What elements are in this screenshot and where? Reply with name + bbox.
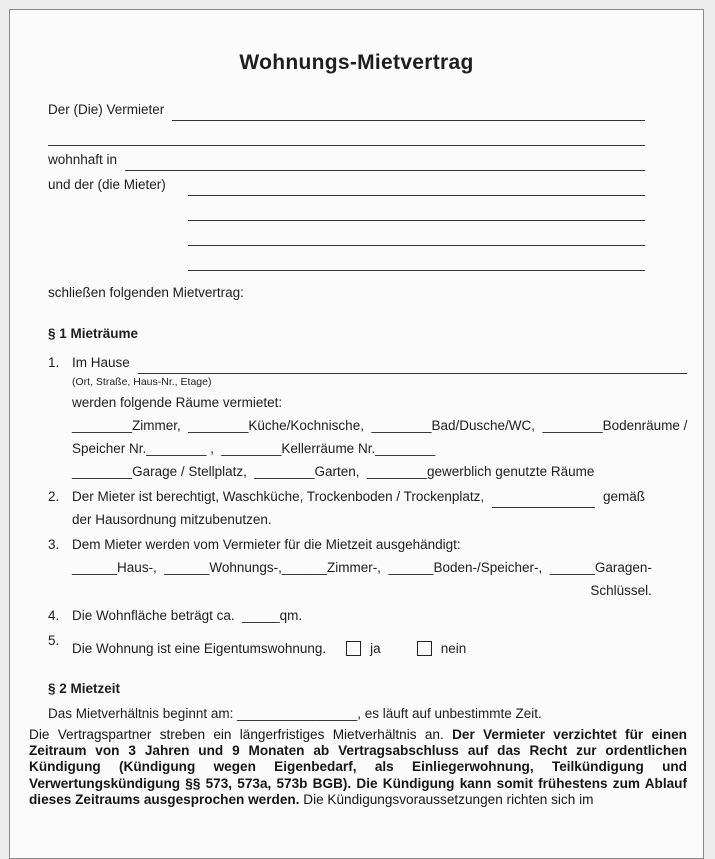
shared-facilities-tail: gemäß: [602, 489, 645, 504]
section-2-heading: § 2 Mietzeit: [48, 681, 121, 696]
tenant-name-line-2[interactable]: [188, 201, 645, 221]
checkbox-nein-label: nein: [440, 640, 467, 656]
tenant-name-line-4[interactable]: [188, 251, 645, 271]
paragraph-bold: Der Vermieter verzichtet für einen Zeitraum von 3 Jahren und 9 Monaten ab Vertragsabschluss auf das Recht zur ordentlichen Kündigung (Kündigung wegen Eigenbedarf, als Einliegerwohnung, Teilkündigung und Verwertungskündigung §§ 573, 573a, 573b BGB). Die Kündigung kann somit frühestens zum Ablauf dieses Zeitraums ausgesprochen werden.: [29, 727, 687, 807]
checkbox-eigentumswohnung-nein[interactable]: [417, 641, 432, 656]
landlord-row-2: [48, 121, 645, 146]
section-1-item-3: [48, 533, 652, 602]
rooms-line-2: Speicher Nr.________ , ________Kellerräume Nr.________: [72, 441, 436, 456]
item-3-number: 3.: [48, 537, 60, 552]
tenants-row-2: [48, 196, 645, 221]
section-1-heading: § 1 Mieträume: [48, 326, 139, 341]
condominium-row: [72, 635, 645, 661]
item-2-number: 2.: [48, 489, 60, 504]
shared-facilities-line[interactable]: [492, 488, 595, 508]
section-1-item-4: [48, 604, 645, 627]
item-2-body: [72, 485, 645, 531]
section-1-item-2: [48, 485, 645, 531]
rooms-line-1: ________Zimmer, ________Küche/Kochnische, ________Bad/Dusche/WC, ________Bodenräume /: [72, 418, 688, 433]
contract-body: [10, 96, 703, 725]
shared-facilities-text-2: der Hausordnung mitzubenutzen.: [72, 512, 272, 527]
paragraph-normal-1: Die Vertragspartner streben ein längerfristiges Mietverhältnis an.: [29, 727, 453, 742]
document-title: Wohnungs-Mietvertrag: [239, 51, 474, 74]
rooms-intro: werden folgende Räume vermietet:: [72, 395, 283, 410]
section-1-item-1: [48, 351, 688, 483]
item-1-number: 1.: [48, 355, 60, 370]
section-1-item-5: [48, 629, 645, 661]
landlord-row: [48, 96, 645, 121]
tenants-row-4: [48, 246, 645, 271]
keys-tail: Schlüssel.: [590, 583, 652, 598]
residence-row: [48, 146, 645, 171]
item-3-body: [72, 533, 652, 602]
landlord-label: Der (Die) Vermieter: [48, 102, 165, 117]
residence-line[interactable]: [125, 151, 645, 171]
tenancy-start-line: Das Mietverhältnis beginnt am: ________________, es läuft auf unbestimmte Zeit.: [48, 706, 542, 721]
landlord-name-line-2[interactable]: [48, 126, 645, 146]
tenants-label: und der (die Mieter): [48, 177, 166, 192]
parties-section: [48, 96, 645, 304]
house-address-line[interactable]: [138, 354, 688, 374]
conclude-text: schließen folgenden Mietvertrag:: [48, 285, 244, 300]
checkbox-ja-label: ja: [370, 640, 381, 656]
house-hint: (Ort, Straße, Haus-Nr., Etage): [72, 376, 212, 388]
house-label: Im Hause: [72, 355, 130, 370]
keys-intro: Dem Mieter werden vom Vermieter für die Mietzeit ausgehändigt:: [72, 537, 461, 552]
contract-page: [9, 9, 704, 859]
condominium-text: Die Wohnung ist eine Eigentumswohnung.: [72, 640, 327, 656]
tenant-name-line-1[interactable]: [188, 176, 645, 196]
tenant-name-line-3[interactable]: [188, 226, 645, 246]
residence-label: wohnhaft in: [48, 152, 118, 167]
house-row: [72, 351, 687, 374]
keys-line: ______Haus-, ______Wohnungs-,______Zimmer-, ______Boden-/Speicher-, ______Garagen-: [72, 560, 652, 575]
termination-waiver-paragraph: [10, 727, 703, 808]
tenants-row-3: [48, 221, 645, 246]
living-area-text: Die Wohnfläche beträgt ca. _____qm.: [72, 608, 303, 623]
checkbox-eigentumswohnung-ja[interactable]: [346, 641, 361, 656]
tenants-row-1: [48, 171, 645, 196]
rooms-line-3: ________Garage / Stellplatz, ________Garten, ________gewerblich genutzte Räume: [72, 464, 595, 479]
landlord-name-line[interactable]: [172, 101, 645, 121]
shared-facilities-row: [72, 485, 645, 508]
shared-facilities-text: Der Mieter ist berechtigt, Waschküche, Trockenboden / Trockenplatz,: [72, 489, 485, 504]
item-5-number: 5.: [48, 633, 60, 648]
item-1-body: [72, 351, 687, 483]
item-4-number: 4.: [48, 608, 60, 623]
paragraph-normal-2: Die Kündigungsvoraussetzungen richten sich im: [303, 791, 594, 807]
